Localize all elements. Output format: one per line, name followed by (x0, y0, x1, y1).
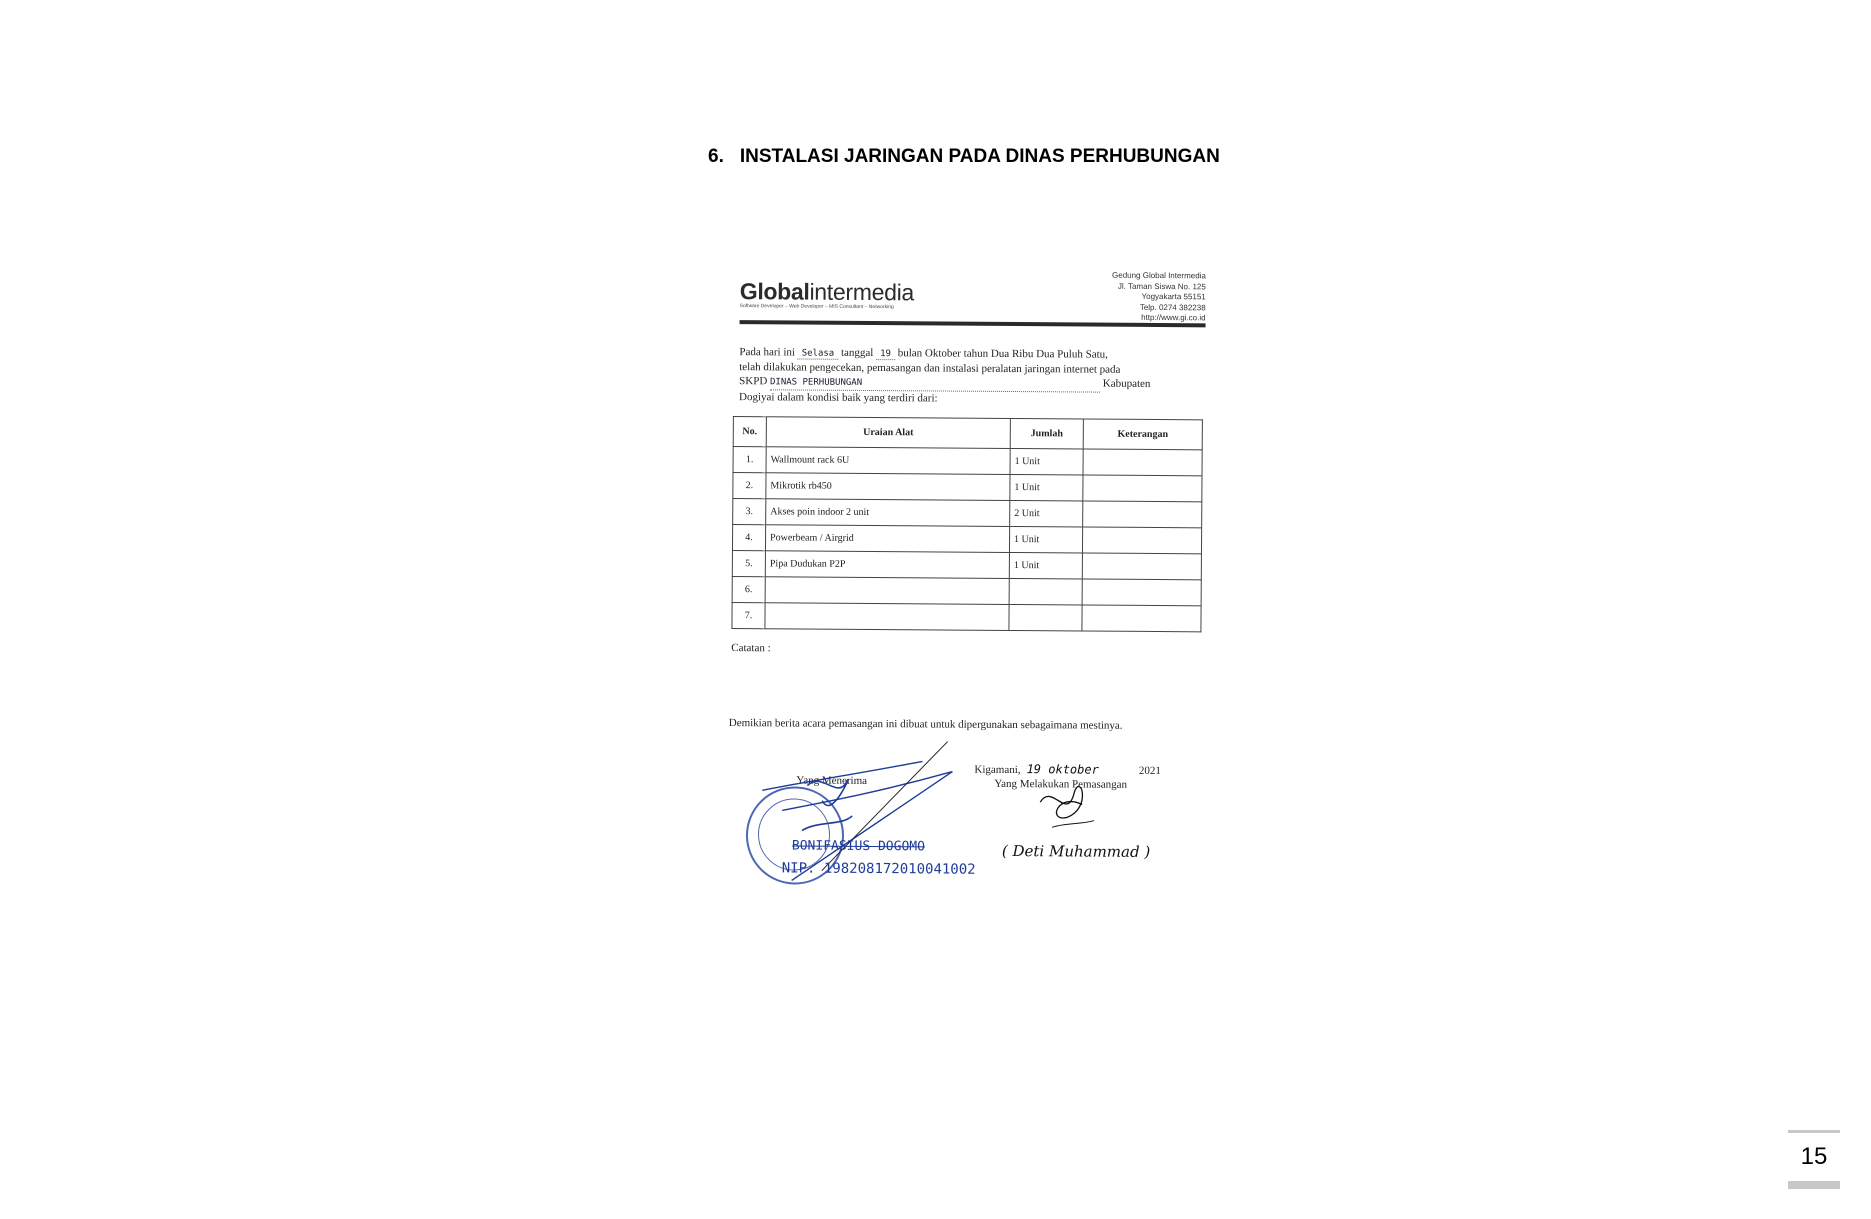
receiver-name: BONIFASIUS DOGOMO (791, 838, 926, 855)
table-row: 5. Pipa Dudukan P2P 1 Unit (732, 551, 1201, 580)
table-row: 3. Akses poin indoor 2 unit 2 Unit (733, 499, 1202, 528)
col-jumlah: Jumlah (1010, 418, 1083, 449)
scanned-document (721, 260, 1216, 923)
handwritten-day: Selasa (798, 349, 839, 360)
section-number: 6. (708, 146, 724, 167)
table-row: 2. Mikrotik rb450 1 Unit (733, 473, 1202, 502)
table-row: 6. (732, 577, 1201, 606)
handwritten-date: 19 (876, 349, 895, 360)
section-heading (708, 146, 1220, 168)
col-uraian: Uraian Alat (766, 417, 1010, 449)
section-title: INSTALASI JARINGAN PADA DINAS PERHUBUNGAN (739, 146, 1220, 167)
col-no: No. (733, 417, 766, 447)
receiver-label: Yang Menerima (796, 774, 868, 787)
signature-strokes-icon (721, 730, 1212, 913)
notes-label: Catatan : (731, 642, 771, 655)
table-row: 4. Powerbeam / Airgrid 1 Unit (732, 525, 1201, 554)
handwritten-skpd: DINAS PERHUBUNGAN (770, 375, 1100, 392)
closing-statement: Demikian berita acara pemasangan ini dibuat untuk dipergunakan sebagaimana mestinya. (728, 717, 1123, 732)
handwritten-sign-date: 19 oktober (1026, 762, 1099, 777)
company-address: Gedung Global Intermedia Jl. Taman Siswa No. 125 Yogyakarta 55151 Telp. 0274 382238 http://www.gi.co.id (1112, 270, 1206, 323)
installer-label: Yang Melakukan Pemasangan (994, 777, 1128, 791)
page-number: 15 (1788, 1130, 1840, 1189)
equipment-table (731, 416, 1202, 632)
table-row: 1. Wallmount rack 6U 1 Unit (733, 447, 1202, 476)
company-logo: Globalintermedia Software Developer – Web Developer – MIS Consultant – Networking (739, 278, 915, 311)
place-and-date: Kigamani, 19 oktober 2021 (974, 762, 1161, 778)
table-row: 7. (732, 603, 1201, 632)
receiver-nip: NIP. 198208172010041002 (781, 860, 976, 878)
intro-paragraph: Pada hari ini Selasa tanggal 19 bulan Oktober tahun Dua Ribu Dua Puluh Satu, telah dilakukan pengecekan, pemasangan dan instalasi peralatan jaringan internet pada SKPD DINAS PERHUBUNGAN Kabupaten Dogiyai dalam kondisi baik yang terdiri dari: (739, 346, 1151, 405)
installer-name: ( Deti Muhammad ) (1001, 841, 1151, 861)
col-keterangan: Keterangan (1083, 419, 1202, 450)
